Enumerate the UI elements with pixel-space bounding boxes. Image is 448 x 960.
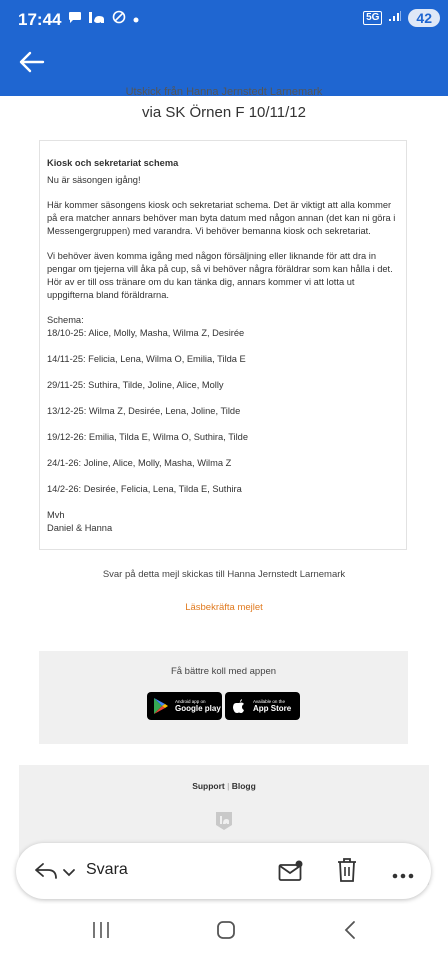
message-card [39, 140, 407, 550]
schedule-row: 19/12-26: Emilia, Tilda E, Wilma O, Suthira, Tilde [47, 432, 248, 442]
status-right [363, 9, 440, 27]
schedule-row: 18/10-25: Alice, Molly, Masha, Wilma Z, Desirée [47, 328, 245, 338]
chevron-down-icon[interactable] [62, 865, 76, 875]
schedule-row: 24/1-26: Joline, Alice, Molly, Masha, Wilma Z [47, 458, 232, 468]
support-link[interactable]: Support [192, 781, 225, 791]
trash-icon[interactable] [336, 857, 358, 883]
app-promo-title: Få bättre koll med appen [170, 666, 277, 677]
google-play-icon [151, 696, 171, 716]
schedule-row: 14/11-25: Felicia, Lena, Wilma O, Emilia, Tilda E [47, 354, 246, 364]
home-icon[interactable] [216, 920, 236, 944]
sender-line: Utskick från Hanna Jernstedt Larnemark [125, 86, 323, 98]
email-action-bar [16, 843, 431, 899]
app-store-small: Available on the [253, 698, 285, 704]
network-badge: 5G [363, 11, 382, 25]
signal-icon [388, 9, 402, 27]
recent-apps-icon[interactable] [91, 920, 111, 944]
status-time: 17:44 [18, 10, 62, 29]
chat-icon [68, 11, 82, 27]
schedule-row: 14/2-26: Desirée, Felicia, Lena, Tilda E, Suthira [47, 484, 242, 494]
apple-icon [229, 696, 249, 716]
google-play-small: Android app on [175, 698, 206, 704]
dot-icon [132, 11, 140, 27]
google-play-button[interactable] [147, 692, 222, 720]
reply-button[interactable]: Svara [86, 861, 128, 878]
reply-icon[interactable] [34, 861, 58, 881]
app-store-big: App Store [253, 703, 292, 713]
blog-link[interactable]: Blogg [231, 781, 256, 791]
status-bar [0, 0, 448, 40]
footer-separator: | [227, 781, 230, 791]
battery-badge: 42 [408, 9, 440, 27]
message-body [47, 157, 402, 535]
google-play-big: Google play [175, 703, 221, 713]
schedule-label: Schema: [47, 315, 84, 325]
message-title: Kiosk och sekretariat schema [47, 158, 179, 168]
more-options-icon[interactable] [392, 867, 414, 875]
reply-note: Svar på detta mejl skickas till Hanna Jernstedt Larnemark [102, 569, 346, 580]
back-nav-icon[interactable] [343, 920, 357, 944]
paragraph: Vi behöver även komma igång med någon försäljning eller liknande för att dra in pengar om tjejerna vill åka på cup, så vi behöver några föräldrar som kan hålla i det. Hör av er till oss tränare om du kan tänka dig, annars kommer vi att lotta ut uppgifterna bland föräldrarna. [47, 251, 393, 300]
paragraph: Här kommer säsongens kiosk och sekretariat schema. Det är viktigt att alla kommer på era matcher annars behöver man byta datum med någon annan (det kan ni göra i Messengergruppen) med varandra. Vi behöver bemanna kiosk och sekretariat. [47, 200, 396, 236]
signature: Daniel & Hanna [47, 523, 113, 533]
app-store-button[interactable] [225, 692, 300, 720]
read-receipt-link[interactable]: Läsbekräfta mejlet [185, 602, 263, 613]
footer-links [19, 781, 429, 791]
status-notification-icons [68, 10, 140, 27]
laget-logo-icon [215, 811, 233, 831]
la-icon [88, 11, 106, 27]
via-line: via SK Örnen F 10/11/12 [142, 104, 306, 121]
mark-unread-icon[interactable] [278, 859, 304, 883]
app-promo [39, 651, 408, 744]
schedule-row: 29/11-25: Suthira, Tilde, Joline, Alice, Molly [47, 380, 224, 390]
oslash-icon [112, 10, 126, 27]
back-arrow-icon[interactable] [18, 50, 50, 78]
paragraph: Nu är säsongen igång! [47, 175, 141, 185]
signoff: Mvh [47, 510, 65, 520]
app-header [0, 0, 448, 96]
system-nav-bar [0, 904, 448, 960]
schedule-row: 13/12-25: Wilma Z, Desirée, Lena, Joline, Tilde [47, 406, 241, 416]
